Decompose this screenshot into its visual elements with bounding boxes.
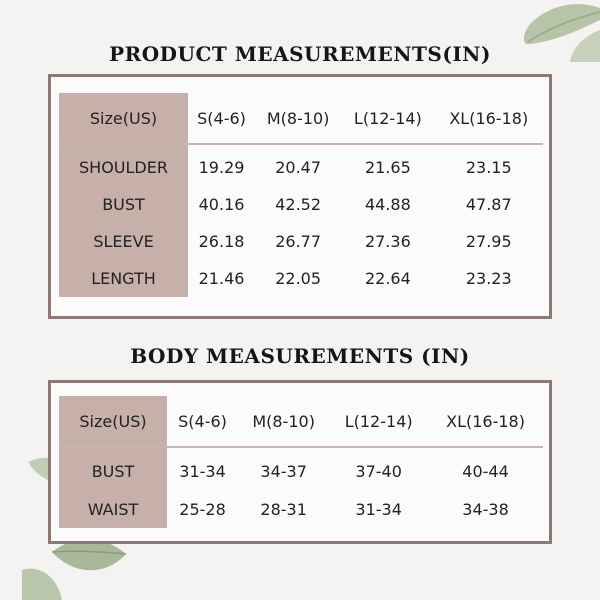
cell-value: 19.29: [198, 158, 245, 177]
cell-value: 26.77: [275, 232, 322, 251]
cell-value: 42.52: [275, 195, 322, 214]
cell-value: 34-38: [462, 499, 509, 519]
cell-value: 22.05: [275, 269, 322, 288]
table-row: [59, 144, 543, 186]
cell-value: 37-40: [355, 461, 402, 481]
cell-value: 26.18: [198, 232, 245, 251]
cell-value: 40.16: [198, 195, 245, 214]
cell-value: 22.64: [364, 269, 411, 288]
row-label: LENGTH: [59, 260, 188, 297]
size-column-header: M(8-10): [238, 396, 329, 447]
body-measurements-table: [59, 396, 543, 528]
cell-value: 40-44: [462, 461, 509, 481]
cell-value: 23.15: [465, 158, 512, 177]
table-row: [59, 490, 543, 528]
cell-value: 27.36: [364, 232, 411, 251]
table-row: [59, 260, 543, 297]
size-label: Size(US): [59, 396, 167, 447]
cell-value: 34-37: [260, 461, 307, 481]
cell-value: 31-34: [355, 499, 402, 519]
table-row: [59, 223, 543, 260]
product-measurements-title: PRODUCT MEASUREMENTS(IN): [109, 42, 491, 66]
cell-value: 28-31: [260, 499, 307, 519]
size-column-header: L(12-14): [341, 93, 434, 144]
row-label: BUST: [59, 186, 188, 223]
table-header-row: [59, 93, 543, 144]
size-column-header: S(4-6): [188, 93, 255, 144]
row-label: WAIST: [59, 490, 167, 528]
cell-value: 21.65: [364, 158, 411, 177]
size-column-header: S(4-6): [167, 396, 238, 447]
table-row: [59, 186, 543, 223]
cell-value: 23.23: [465, 269, 512, 288]
cell-value: 47.87: [465, 195, 512, 214]
cell-value: 44.88: [364, 195, 411, 214]
table-header-row: [59, 396, 543, 447]
table-row: [59, 447, 543, 490]
cell-value: 21.46: [198, 269, 245, 288]
cell-value: 25-28: [179, 499, 226, 519]
cell-value: 27.95: [465, 232, 512, 251]
size-label: Size(US): [59, 93, 188, 144]
size-column-header: XL(16-18): [428, 396, 543, 447]
body-measurements-title: BODY MEASUREMENTS (IN): [130, 344, 470, 368]
row-label: SLEEVE: [59, 223, 188, 260]
size-column-header: L(12-14): [329, 396, 428, 447]
cell-value: 31-34: [179, 461, 226, 481]
row-label: SHOULDER: [59, 144, 188, 186]
row-label: BUST: [59, 447, 167, 490]
size-column-header: XL(16-18): [435, 93, 543, 144]
cell-value: 20.47: [275, 158, 322, 177]
product-measurements-table: [59, 93, 543, 297]
size-column-header: M(8-10): [255, 93, 341, 144]
